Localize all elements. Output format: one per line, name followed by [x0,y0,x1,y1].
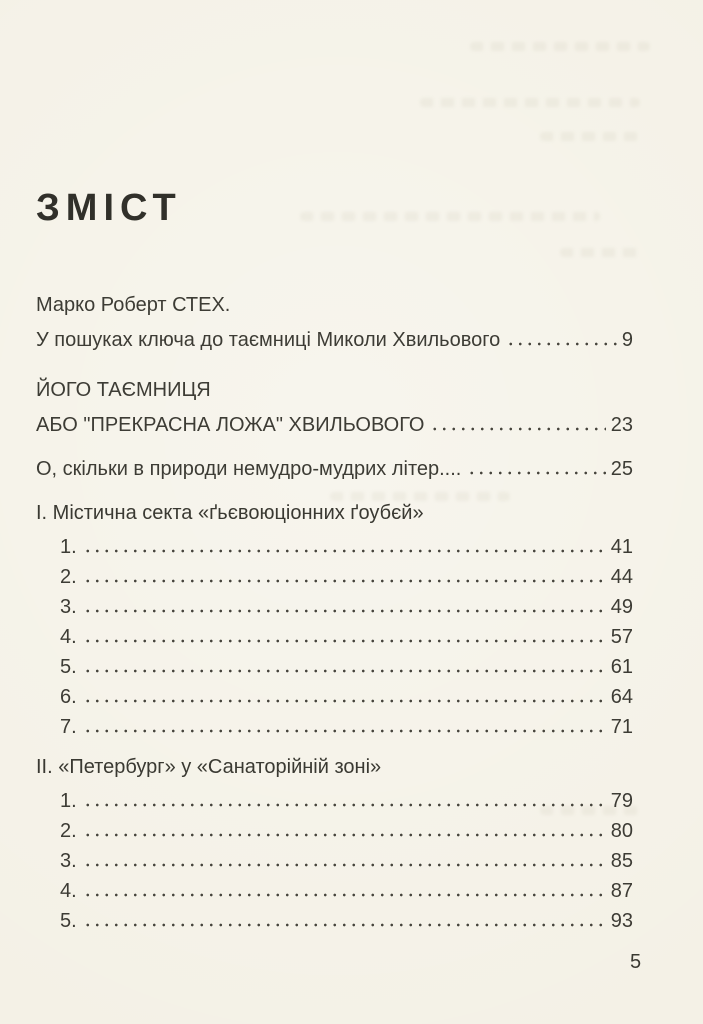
toc-item [36,816,633,846]
dot-leader [83,549,606,553]
toc-entry-line: ЙОГО ТАЄМНИЦЯ [36,379,211,401]
toc-section-title: II. «Петербург» у «Санаторійній зоні» [36,756,382,778]
page-ref: 9 [621,329,633,351]
page-ref: 85 [610,850,633,872]
toc-item-number: 4. [60,880,77,902]
page-ref: 57 [610,626,633,648]
dot-leader [83,863,606,867]
page-ref: 64 [610,686,633,708]
toc-section-items [36,786,633,936]
toc-item-number: 1. [60,536,77,558]
toc-entry-line: АБО "ПРЕКРАСНА ЛОЖА" ХВИЛЬОВОГО [36,414,425,436]
dot-leader [83,639,606,643]
dot-leader [83,923,606,927]
page-ref: 23 [610,414,633,436]
folio-number: 5 [630,951,642,973]
toc-item-number: 2. [60,566,77,588]
toc-item-number: 4. [60,626,77,648]
toc-section [36,500,633,742]
toc-section-items [36,532,633,742]
dot-leader [83,579,606,583]
page-ref: 80 [610,820,633,842]
dot-leader [83,893,606,897]
toc-entry [36,288,633,358]
toc-item [36,712,633,742]
dot-leader [83,669,606,673]
dot-leader [83,803,606,807]
toc-item-number: 5. [60,910,77,932]
toc-content [36,0,633,936]
toc-entry-line: Марко Роберт СТЕХ. [36,294,231,316]
page-ref: 44 [610,566,633,588]
dot-leader [83,609,606,613]
toc-section-title: I. Містична секта «ґьєвоюціонних ґоубєй» [36,502,424,524]
toc-item [36,786,633,816]
toc-item-number: 6. [60,686,77,708]
page-ref: 61 [610,656,633,678]
toc-item-number: 5. [60,656,77,678]
page-ref: 49 [610,596,633,618]
dot-leader [506,342,621,346]
toc-entry [36,452,633,487]
toc-item [36,562,633,592]
toc-item [36,906,633,936]
toc-item-number: 3. [60,850,77,872]
toc-item [36,652,633,682]
toc-item [36,532,633,562]
toc-item [36,622,633,652]
toc-item-number: 1. [60,790,77,812]
toc-entry-row [36,323,633,358]
dot-leader [83,699,606,703]
toc-item-number: 7. [60,716,77,738]
page-ref: 71 [610,716,633,738]
page-ref: 25 [610,458,633,480]
toc-entry-row [36,408,633,443]
toc-section [36,754,633,936]
page-title: ЗМІСТ [36,187,182,229]
toc-entry [36,373,633,443]
page-ref: 41 [610,536,633,558]
page-ref: 87 [610,880,633,902]
dot-leader [83,729,606,733]
toc-item [36,682,633,712]
toc-item [36,876,633,906]
toc-entry-line: У пошуках ключа до таємниці Миколи Хвильового [36,329,501,351]
page-ref: 93 [610,910,633,932]
toc-item-number: 3. [60,596,77,618]
toc-item [36,846,633,876]
dot-leader [430,427,605,431]
page-ref: 79 [610,790,633,812]
toc-item-number: 2. [60,820,77,842]
toc-entry-line: О, скільки в природи немудро-мудрих літер.... [36,458,462,480]
toc-entry-row [36,452,633,487]
dot-leader [467,471,605,475]
dot-leader [83,833,606,837]
toc-item [36,592,633,622]
